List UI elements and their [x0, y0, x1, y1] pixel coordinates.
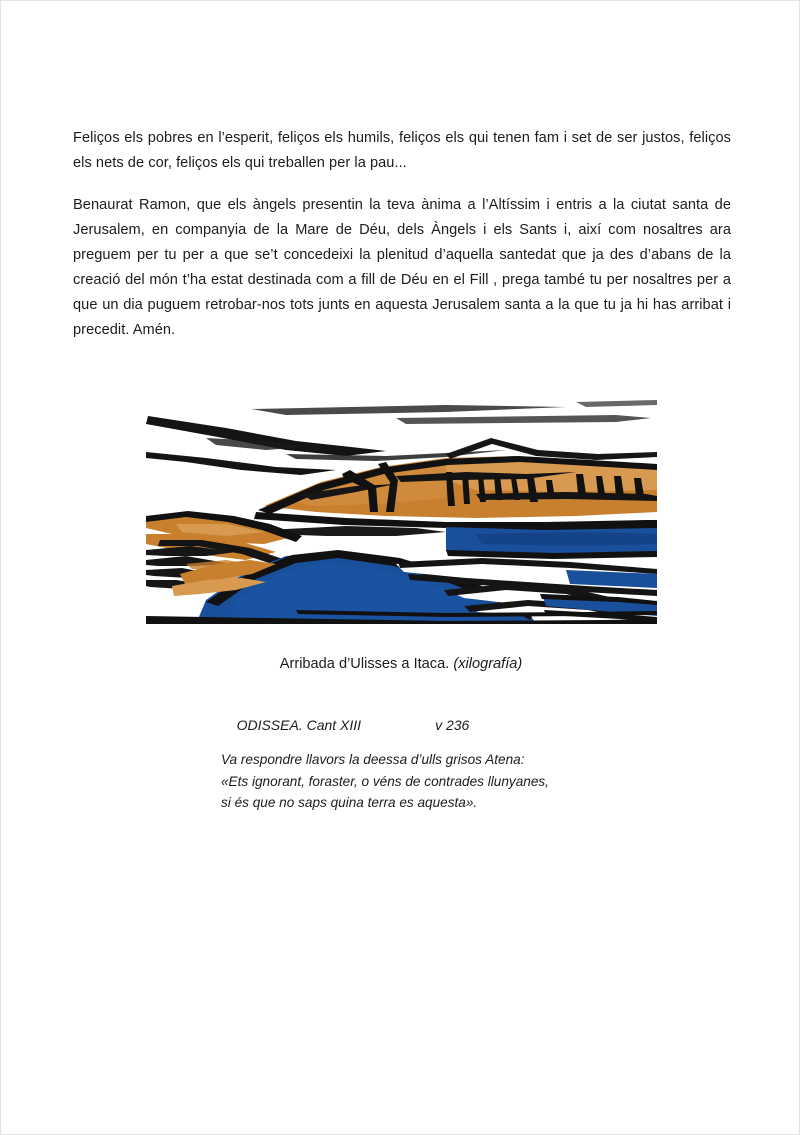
quote-block	[221, 749, 549, 814]
source-work: ODISSEA. Cant XIII	[236, 717, 362, 733]
paragraph-prayer: Benaurat Ramon, que els àngels presentin la teva ànima a l’Altíssim i entris a la ciutat santa de Jerusalem, en companyia de la Mare de Déu, dels Àngels i els Sants i, així com nosaltres ara preguem per tu per a que se’t concedeixi la plenitud d’aquella santedat que ja des d’abans de la creació del món t’ha estat destinada com a fill de Déu en el Fill , prega també tu per nosaltres per a que un dia puguem retrobar-nos tots junts en aquesta Jerusalem santa a la que tu ja hi has arribat i precedit. Amén.	[73, 196, 731, 338]
quote-line: «Ets ignorant, foraster, o véns de contrades llunyanes,	[221, 773, 549, 789]
quote-line: Va respondre llavors la deessa d’ulls grisos Atena:	[221, 752, 525, 767]
woodcut-svg	[146, 394, 657, 624]
woodcut-illustration	[146, 394, 657, 624]
paragraph-blessings: Feliços els pobres en l’esperit, feliços els humils, feliços els qui tenen fam i set de ser justos, feliços els nets de cor, feliços els qui treballen per la pau...	[73, 129, 731, 171]
source-verse: v 236	[435, 717, 470, 733]
quote-line: si és que no saps quina terra es aquesta».	[221, 795, 478, 810]
source-reference	[221, 701, 469, 749]
illustration-caption	[1, 653, 800, 675]
caption-technique: (xilografía)	[453, 656, 523, 672]
caption-title: Arribada d’Ulisses a Itaca.	[279, 656, 450, 672]
